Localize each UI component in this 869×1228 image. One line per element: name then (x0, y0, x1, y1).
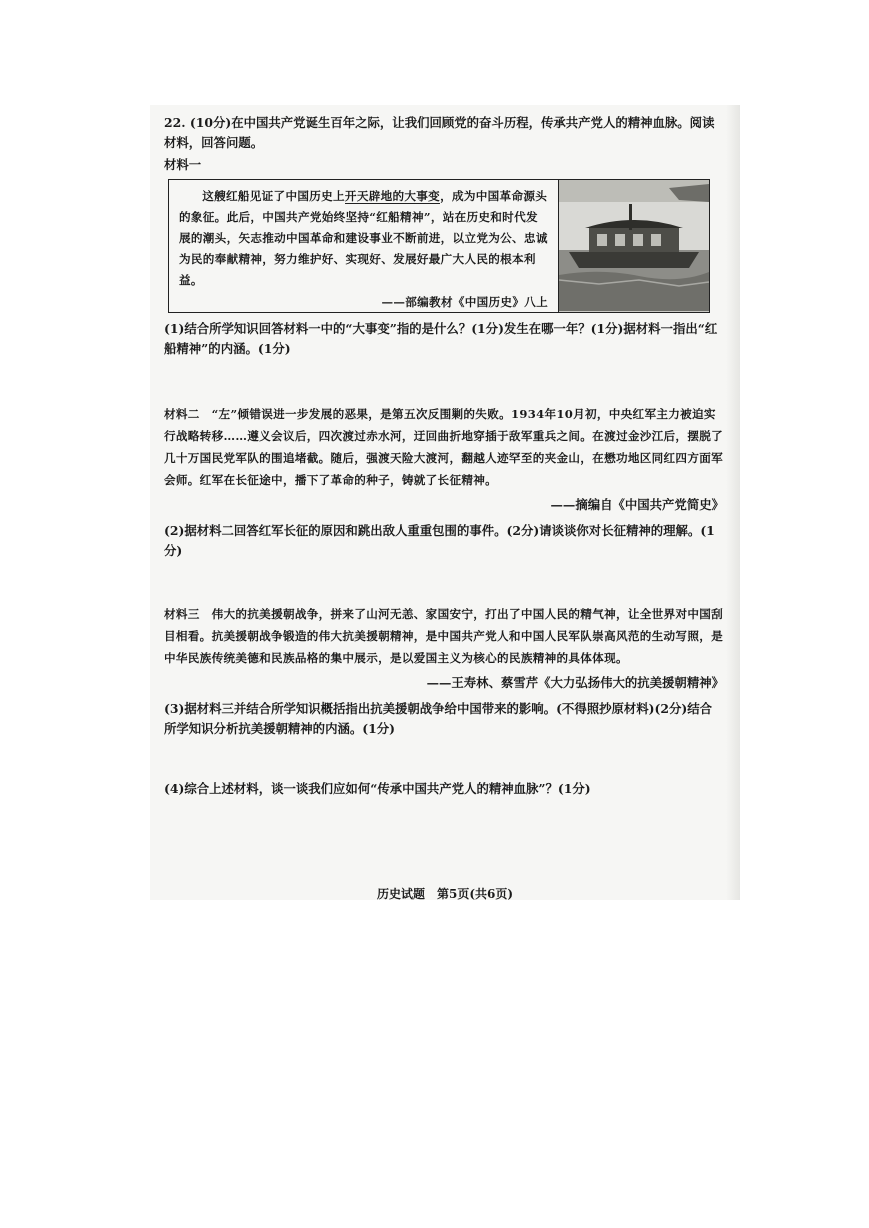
material3-text: 伟大的抗美援朝战争，拼来了山河无恙、家国安宁，打出了中国人民的精气神，让全世界对中国刮目相看。抗美援朝战争锻造的伟大抗美援朝精神，是中国共产党人和中国人民军队崇高风范的生动写照，是中华民族传统美德和民族品格的集中展示，是以爱国主义为核心的民族精神的具体体现。 (164, 607, 724, 665)
material1-underlined-phrase: 开天辟地的大事变 (344, 189, 441, 203)
red-boat-illustration (559, 180, 709, 311)
material1-paragraph (179, 186, 548, 291)
question-header: 22. (10分)在中国共产党诞生百年之际，让我们回顾党的奋斗历程，传承共产党人的精神血脉。阅读材料，回答问题。 (164, 115, 715, 150)
scanned-exam-page (150, 105, 740, 900)
material1-label: 材料一 (164, 157, 202, 172)
material1-text-before: 这艘红船见证了中国历史上 (202, 189, 345, 203)
material1-box (168, 179, 710, 313)
material1-source: ——部编教材《中国历史》八上 (381, 295, 548, 309)
question-4: (4)综合上述材料，谈一谈我们应如何“传承中国共产党人的精神血脉”？(1分) (164, 781, 591, 796)
material1-text-after: ，成为中国革命源头的象征。此后，中国共产党始终坚持“红船精神”，站在历史和时代发展的潮头，矢志推动中国革命和建设事业不断前进，以立党为公、忠诚为民的奉献精神，努力维护好、实现好、发展好最广大人民的根本利益。 (179, 189, 548, 287)
question-1: (1)结合所学知识回答材料一中的“大事变”指的是什么？(1分)发生在哪一年？(1分)据材料一指出“红船精神”的内涵。(1分) (164, 321, 718, 356)
material3-paragraph (164, 603, 724, 669)
material3-source: ——王寿林、蔡雪芹《大力弘扬伟大的抗美援朝精神》 (426, 675, 724, 690)
red-boat-photo (559, 180, 709, 312)
page-footer: 历史试题 第5页(共6页) (376, 887, 514, 900)
material2-label: 材料二 (164, 407, 200, 421)
answer-space-3 (164, 739, 724, 779)
material2-paragraph (164, 403, 724, 491)
question-22 (164, 113, 724, 799)
answer-space-2 (164, 561, 724, 603)
answer-space-1 (164, 359, 724, 403)
question-2: (2)据材料二回答红军长征的原因和跳出敌人重重包围的事件。(2分)请谈谈你对长征精神的理解。(1分) (164, 523, 715, 558)
question-3: (3)据材料三并结合所学知识概括指出抗美援朝战争给中国带来的影响。(不得照抄原材料)(2分)结合所学知识分析抗美援朝精神的内涵。(1分) (164, 701, 713, 736)
material2-text: “左”倾错误进一步发展的恶果，是第五次反围剿的失败。1934年10月初，中央红军主力被迫实行战略转移……遵义会议后，四次渡过赤水河，迂回曲折地穿插于敌军重兵之间。在渡过金沙江后，摆脱了几十万国民党军队的围追堵截。随后，强渡天险大渡河，翻越人迹罕至的夹金山，在懋功地区同红四方面军会师。红军在长征途中，播下了革命的种子，铸就了长征精神。 (164, 407, 724, 487)
material3-label: 材料三 (164, 607, 200, 621)
material2-source: ——摘编自《中国共产党简史》 (550, 497, 724, 512)
material1-text-block (169, 180, 559, 312)
